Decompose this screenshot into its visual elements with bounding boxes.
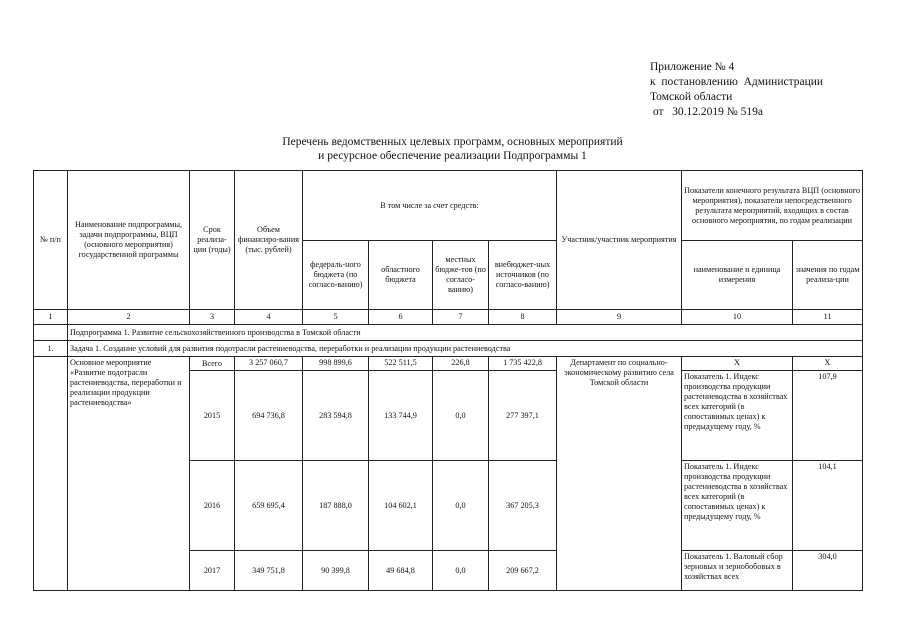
header-regional: областного бюджета (369, 241, 433, 310)
header-including: В том числе за счет средств: (303, 171, 557, 241)
federal-cell: 998 899,6 (303, 357, 369, 371)
indicator-value: Х (793, 357, 863, 371)
data-row-total (34, 357, 863, 371)
volume-cell: 694 736,8 (235, 371, 303, 461)
indicator-name: Показатель 1. Индекс производства продукции растениеводства в хозяйствах всех категорий (в сопоставимых ценах) к предыдущему году, % (682, 371, 793, 461)
col-number: 1 (34, 310, 68, 325)
local-cell: 226,8 (433, 357, 489, 371)
volume-cell: 659 695,4 (235, 461, 303, 551)
year-cell: Всего (190, 357, 235, 371)
column-numbers-row (34, 310, 863, 325)
local-cell: 0,0 (433, 371, 489, 461)
title-line: и ресурсное обеспечение реализации Подпрограммы 1 (318, 150, 587, 162)
year-cell: 2016 (190, 461, 235, 551)
empty-cell (34, 357, 68, 591)
header-volume: Объем финансиро-вания (тыс. рублей) (235, 171, 303, 310)
task-num: 1. (34, 341, 68, 357)
indicator-value: 304,0 (793, 551, 863, 591)
participant-cell: Департамент по социально-экономическому развитию села Томской области (557, 357, 682, 591)
header-extra: внебюджет-ных источников (по согласо-ванию) (489, 241, 557, 310)
header-name: Наименование подпрограммы, задачи подпрограммы, ВЦП (основного мероприятия) государственной программы (68, 171, 190, 310)
title-line: Перечень ведомственных целевых программ, основных мероприятий (282, 136, 623, 148)
indicator-name: Показатель 1. Валовый сбор зерновых и зернобобовых в хозяйствах всех (682, 551, 793, 591)
header-term: Срок реализа-ции (годы) (190, 171, 235, 310)
appendix-line: Томской области (650, 91, 733, 103)
federal-cell: 187 888,0 (303, 461, 369, 551)
subprogram-row (34, 325, 863, 341)
col-number: 10 (682, 310, 793, 325)
header-row (34, 171, 863, 241)
col-number: 9 (557, 310, 682, 325)
year-cell: 2017 (190, 551, 235, 591)
extra-cell: 367 205,3 (489, 461, 557, 551)
regional-cell: 522 511,5 (369, 357, 433, 371)
header-ind-name: наименование и единица измерения (682, 241, 793, 310)
document-title (0, 135, 905, 163)
local-cell: 0,0 (433, 461, 489, 551)
regional-cell: 104 602,1 (369, 461, 433, 551)
regional-cell: 133 744,9 (369, 371, 433, 461)
col-number: 5 (303, 310, 369, 325)
measure-name: Основное мероприятие «Развитие подотрасли растениеводства, переработки и реализации продукции растениеводства» (68, 357, 190, 591)
task-title: Задача 1. Создание условий для развития подотрасли растениеводства, переработки и реализации продукции растениеводства (68, 341, 863, 357)
appendix-line: Приложение № 4 (650, 61, 735, 73)
indicator-value: 107,9 (793, 371, 863, 461)
empty-cell (34, 325, 68, 341)
task-row (34, 341, 863, 357)
header-federal: федераль-ного бюджета (по согласо-ванию) (303, 241, 369, 310)
indicator-name: Х (682, 357, 793, 371)
volume-cell: 349 751,8 (235, 551, 303, 591)
col-number: 8 (489, 310, 557, 325)
local-cell: 0,0 (433, 551, 489, 591)
appendix-block (650, 60, 823, 120)
federal-cell: 283 594,8 (303, 371, 369, 461)
indicator-name: Показатель 1. Индекс производства продукции растениеводства в хозяйствах всех категорий (в сопоставимых ценах) к предыдущему году, % (682, 461, 793, 551)
header-participant: Участник/участник мероприятия (557, 171, 682, 310)
subprogram-title: Подпрограмма 1. Развитие сельскохозяйственного производства в Томской области (68, 325, 863, 341)
col-number: 6 (369, 310, 433, 325)
col-number: 4 (235, 310, 303, 325)
regional-cell: 49 684,8 (369, 551, 433, 591)
indicator-value: 104,1 (793, 461, 863, 551)
extra-cell: 277 397,1 (489, 371, 557, 461)
volume-cell: 3 257 060,7 (235, 357, 303, 371)
appendix-line: от 30.12.2019 № 519а (650, 106, 763, 118)
col-number: 3 (190, 310, 235, 325)
program-table (33, 170, 863, 591)
header-indicators: Показатели конечного результата ВЦП (основного мероприятия), показатели непосредственного результата мероприятий, входящих в состав основного мероприятия, по годам реализации (682, 171, 863, 241)
year-cell: 2015 (190, 371, 235, 461)
federal-cell: 90 399,8 (303, 551, 369, 591)
extra-cell: 209 667,2 (489, 551, 557, 591)
header-num: № п/п (34, 171, 68, 310)
col-number: 11 (793, 310, 863, 325)
col-number: 2 (68, 310, 190, 325)
header-ind-value: значения по годам реализа-ции (793, 241, 863, 310)
extra-cell: 1 735 422,8 (489, 357, 557, 371)
col-number: 7 (433, 310, 489, 325)
appendix-line: к постановлению Администрации (650, 76, 824, 88)
header-local: местных бюдже-тов (по согласо-ванию) (433, 241, 489, 310)
